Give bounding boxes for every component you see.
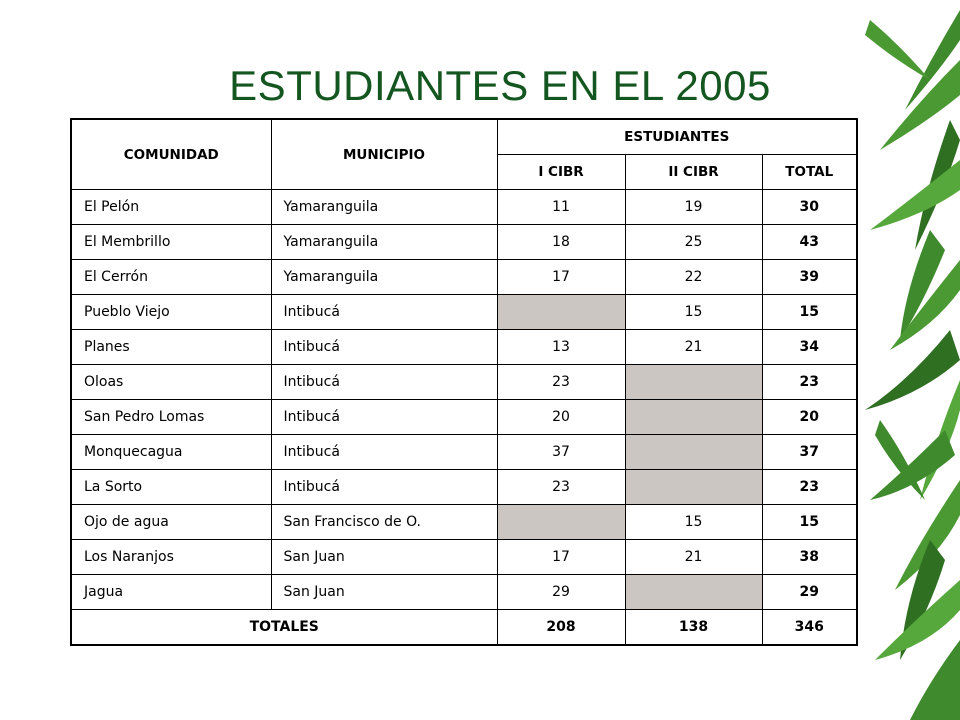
cell-i-cibr: 20 [497,400,625,435]
cell-municipio: Yamaranguila [271,225,497,260]
table-row [71,470,857,505]
cell-i-cibr: 17 [497,260,625,295]
cell-comunidad: Ojo de agua [71,505,271,540]
cell-total: 43 [762,225,857,260]
table-row [71,505,857,540]
table-row [71,260,857,295]
cell-ii-cibr [625,400,762,435]
table-row [71,295,857,330]
cell-i-cibr: 13 [497,330,625,365]
cell-comunidad: Los Naranjos [71,540,271,575]
students-table [70,118,858,646]
table-row [71,400,857,435]
cell-ii-cibr: 19 [625,190,762,225]
header-row [71,119,857,155]
cell-municipio: Intibucá [271,470,497,505]
cell-comunidad: San Pedro Lomas [71,400,271,435]
cell-comunidad: Oloas [71,365,271,400]
cell-total: 39 [762,260,857,295]
table-row [71,540,857,575]
cell-total: 15 [762,505,857,540]
cell-total: 23 [762,365,857,400]
cell-i-cibr: 29 [497,575,625,610]
cell-municipio: Intibucá [271,365,497,400]
totals-label: TOTALES [71,610,497,646]
cell-ii-cibr [625,365,762,400]
bamboo-leaves [865,10,960,720]
cell-ii-cibr [625,470,762,505]
cell-total: 15 [762,295,857,330]
cell-i-cibr: 18 [497,225,625,260]
table-row [71,435,857,470]
slide-title: ESTUDIANTES EN EL 2005 [229,62,771,109]
cell-comunidad: Monquecagua [71,435,271,470]
cell-ii-cibr: 22 [625,260,762,295]
cell-comunidad: La Sorto [71,470,271,505]
cell-total: 29 [762,575,857,610]
cell-ii-cibr: 21 [625,330,762,365]
header-total: TOTAL [762,155,857,190]
header-comunidad: COMUNIDAD [71,119,271,190]
table-row [71,575,857,610]
cell-i-cibr [497,295,625,330]
cell-i-cibr: 23 [497,365,625,400]
cell-i-cibr [497,505,625,540]
table-row [71,225,857,260]
cell-comunidad: Pueblo Viejo [71,295,271,330]
totals-row [71,610,857,646]
cell-municipio: Intibucá [271,295,497,330]
cell-total: 23 [762,470,857,505]
cell-municipio: San Juan [271,575,497,610]
cell-municipio: Yamaranguila [271,260,497,295]
header-ii-cibr: II CIBR [625,155,762,190]
cell-comunidad: Jagua [71,575,271,610]
header-municipio: MUNICIPIO [271,119,497,190]
table-body [71,190,857,610]
students-table-container [70,118,858,646]
totals-i-cibr: 208 [497,610,625,646]
header-estudiantes: ESTUDIANTES [497,119,857,155]
cell-municipio: Intibucá [271,435,497,470]
cell-municipio: San Juan [271,540,497,575]
cell-total: 20 [762,400,857,435]
cell-municipio: Intibucá [271,330,497,365]
table-row [71,330,857,365]
cell-ii-cibr [625,575,762,610]
cell-comunidad: El Membrillo [71,225,271,260]
cell-ii-cibr: 21 [625,540,762,575]
cell-comunidad: El Cerrón [71,260,271,295]
table-row [71,365,857,400]
cell-total: 34 [762,330,857,365]
cell-total: 38 [762,540,857,575]
cell-i-cibr: 17 [497,540,625,575]
cell-i-cibr: 11 [497,190,625,225]
cell-i-cibr: 37 [497,435,625,470]
totals-ii-cibr: 138 [625,610,762,646]
cell-ii-cibr: 15 [625,295,762,330]
cell-ii-cibr: 15 [625,505,762,540]
cell-municipio: San Francisco de O. [271,505,497,540]
header-i-cibr: I CIBR [497,155,625,190]
cell-ii-cibr: 25 [625,225,762,260]
cell-total: 37 [762,435,857,470]
cell-municipio: Yamaranguila [271,190,497,225]
cell-i-cibr: 23 [497,470,625,505]
cell-comunidad: El Pelón [71,190,271,225]
cell-ii-cibr [625,435,762,470]
table-row [71,190,857,225]
cell-municipio: Intibucá [271,400,497,435]
cell-comunidad: Planes [71,330,271,365]
cell-total: 30 [762,190,857,225]
totals-total: 346 [762,610,857,646]
